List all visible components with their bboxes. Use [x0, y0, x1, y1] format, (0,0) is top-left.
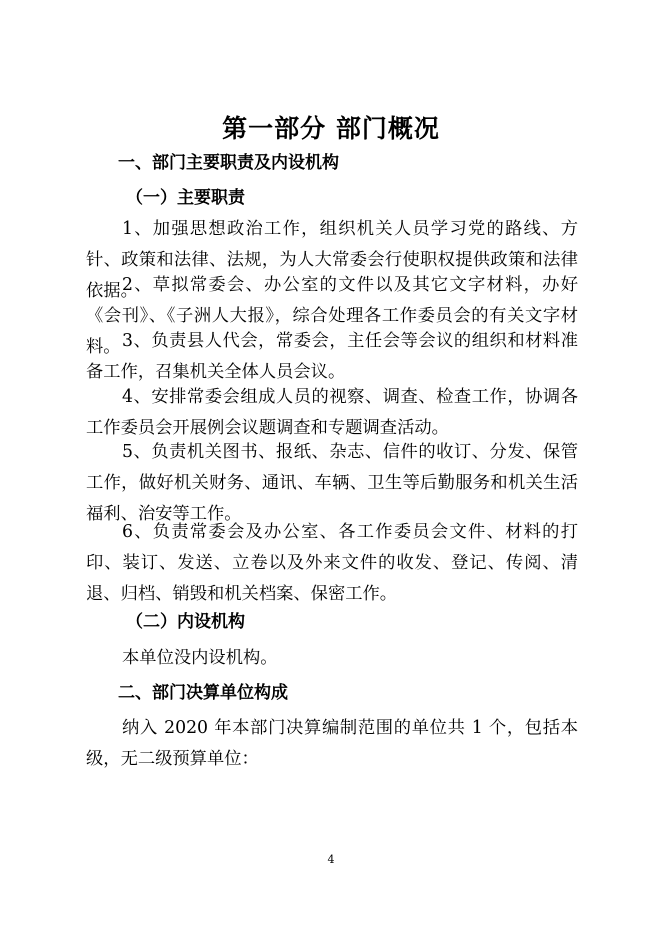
subsection-heading-duties: （一）主要职责: [126, 188, 245, 208]
duty-paragraph-5: 5、负责机关图书、报纸、杂志、信件的收订、分发、保管工作，做好机关财务、通讯、车辆、卫生等后勤服务和机关生活福利、治安等工作。: [86, 442, 578, 524]
composition-paragraph: 纳入 2020 年本部门决算编制范围的单位共 1 个，包括本级，无二级预算单位：: [86, 718, 578, 769]
duty-paragraph-6: 6、负责常委会及办公室、各工作委员会文件、材料的打印、装订、发送、立卷以及外来文件的收发、登记、传阅、清退、归档、销毁和机关档案、保密工作。: [86, 522, 578, 604]
subsection-heading-internal: （二）内设机构: [126, 612, 245, 632]
duty-paragraph-2: 2、草拟常委会、办公室的文件以及其它文字材料，办好《会刊》、《子洲人大报》，综合处理各工作委员会的有关文字材料。: [86, 275, 578, 357]
internal-structure-text: 本单位没内设机构。: [122, 648, 278, 668]
page-title: 第一部分 部门概况: [222, 114, 440, 143]
section-heading-functions: 一、部门主要职责及内设机构: [118, 153, 339, 173]
duty-paragraph-4: 4、安排常委会组成人员的视察、调查、检查工作，协调各工作委员会开展例会议题调查和专题调查活动。: [86, 387, 578, 438]
section-heading-composition: 二、部门决算单位构成: [118, 683, 288, 703]
page-number: 4: [327, 853, 335, 866]
duty-paragraph-1: 1、加强思想政治工作，组织机关人员学习党的路线、方针、政策和法律、法规，为人大常委会行使职权提供政策和法律依据。: [86, 219, 578, 301]
duty-paragraph-3: 3、负责县人代会，常委会，主任会等会议的组织和材料准备工作，召集机关全体人员会议。: [86, 331, 578, 382]
